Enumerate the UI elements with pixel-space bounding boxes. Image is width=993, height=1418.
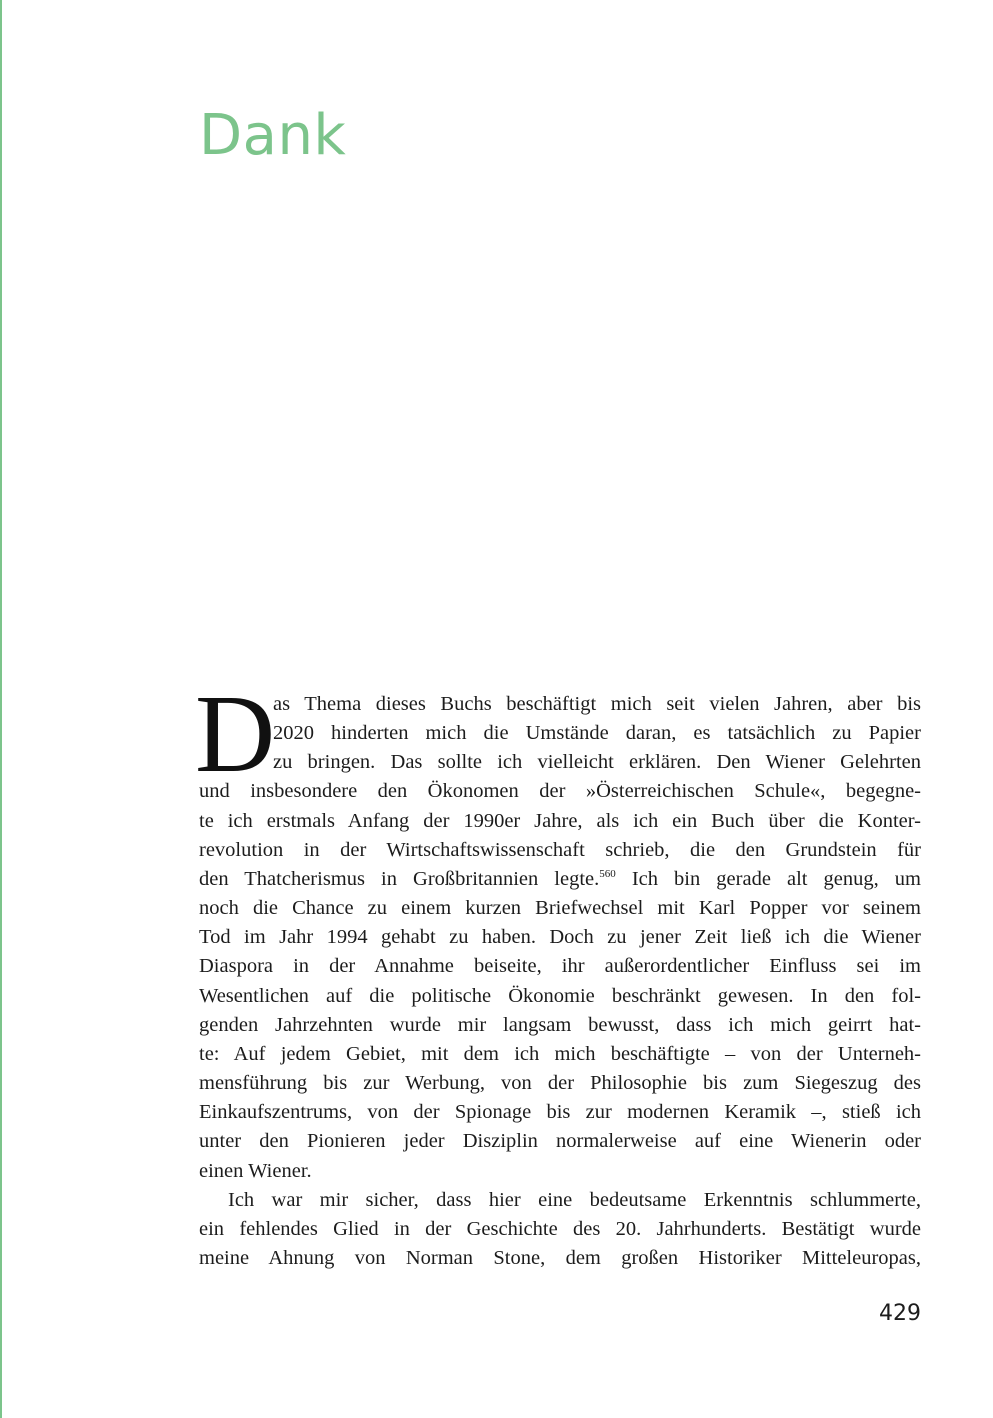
drop-cap: D [195, 673, 276, 796]
text-line: 2020 hinderten mich die Umstände daran, es tatsächlich zu Papier [273, 722, 921, 745]
text-line-part: den Thatcherismus in Großbritannien legte. [199, 867, 600, 890]
text-line: unter den Pionieren jeder Disziplin normalerweise auf eine Wienerin oder [199, 1130, 921, 1153]
text-line: Tod im Jahr 1994 gehabt zu haben. Doch zu jener Zeit ließ ich die Wiener [199, 926, 921, 949]
text-line-part: Ich bin gerade alt genug, um [615, 867, 921, 890]
text-line: genden Jahrzehnten wurde mir langsam bewusst, dass ich mich geirrt hat- [199, 1013, 921, 1036]
text-line: Diaspora in der Annahme beiseite, ihr außerordentlicher Einfluss sei im [199, 955, 921, 978]
text-line: meine Ahnung von Norman Stone, dem großen Historiker Mitteleuropas, [199, 1246, 921, 1269]
text-line: as Thema dieses Buchs beschäftigt mich seit vielen Jahren, aber bis [273, 693, 921, 715]
text-line: ein fehlendes Glied in der Geschichte des 20. Jahrhunderts. Bestätigt wurde [199, 1217, 921, 1240]
text-line: Wesentlichen auf die politische Ökonomie beschränkt gewesen. In den fol- [199, 984, 921, 1007]
body-text [195, 673, 921, 1273]
page-edge-line [0, 0, 2, 1418]
text-line: und insbesondere den Ökonomen der »Österreichischen Schule«, begegne- [199, 780, 921, 803]
chapter-title: Dank [199, 103, 347, 168]
text-line: einen Wiener. [199, 1159, 312, 1182]
paragraph-1 [195, 673, 921, 1186]
text-line: revolution in der Wirtschaftswissenschaft schrieb, die den Grundstein für [199, 838, 921, 861]
page-number: 429 [879, 1301, 921, 1326]
footnote-reference[interactable]: 560 [599, 867, 616, 880]
paragraph-2 [199, 1186, 921, 1273]
text-line: noch die Chance zu einem kurzen Briefwechsel mit Karl Popper vor seinem [199, 897, 921, 920]
text-line: Einkaufszentrums, von der Spionage bis zur modernen Keramik –, stieß ich [199, 1101, 921, 1124]
text-line: te: Auf jedem Gebiet, mit dem ich mich beschäftigte – von der Unterneh- [199, 1042, 921, 1065]
text-line: Ich war mir sicher, dass hier eine bedeutsame Erkenntnis schlummerte, [228, 1188, 921, 1211]
text-line: mensführung bis zur Werbung, von der Philosophie bis zum Siegeszug des [199, 1072, 921, 1095]
text-line [199, 865, 921, 894]
text-line: te ich erstmals Anfang der 1990er Jahre, als ich ein Buch über die Konter- [199, 809, 921, 832]
text-line: zu bringen. Das sollte ich vielleicht erklären. Den Wiener Gelehrten [273, 751, 921, 774]
